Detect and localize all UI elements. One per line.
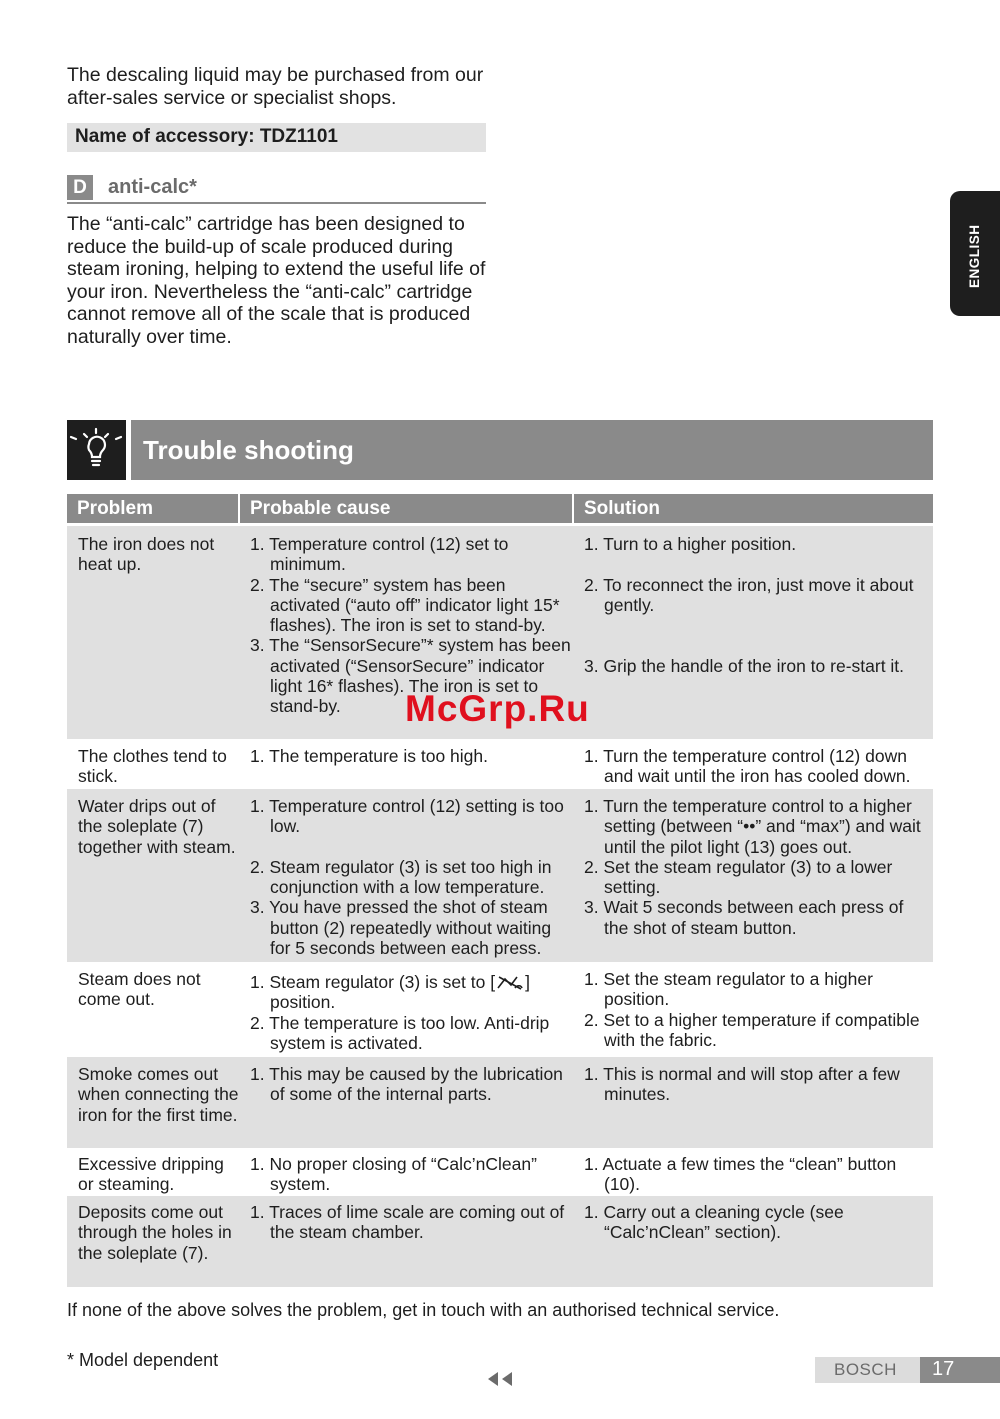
problem-cell: Smoke comes out when connecting the iron for the first time. — [78, 1064, 239, 1125]
table-row — [67, 739, 933, 789]
lightbulb-icon — [67, 420, 126, 480]
problem-cell: Deposits come out through the holes in the soleplate (7). — [78, 1202, 232, 1263]
page-number: 17 — [932, 1358, 955, 1380]
solution-item: 1. Turn the temperature control to a higher setting (between “••” and “max”) and wait until the pilot light (13) goes out. — [584, 796, 921, 857]
accessory-banner — [67, 123, 486, 152]
cause-cell — [250, 1154, 575, 1195]
solution-item: 3. Grip the handle of the iron to re-start it. — [584, 655, 905, 676]
column-header-cause: Probable cause — [240, 494, 572, 523]
problem-cell: Water drips out of the soleplate (7) together with steam. — [78, 796, 236, 857]
cause-cell — [250, 746, 575, 766]
table-row — [67, 1148, 933, 1196]
no-steam-icon — [495, 973, 525, 991]
cause-item: 1. Temperature control (12) set to minimum. — [250, 534, 509, 575]
intro-paragraph: The descaling liquid may be purchased from our after-sales service or specialist shops. — [67, 64, 484, 109]
cause-cell — [250, 1064, 575, 1105]
solution-cell — [584, 1202, 929, 1243]
cause-item: 3. The “SensorSecure”* system has been activated (“SensorSecure” indicator light 16* flashes). The iron is set to stand-by. — [250, 635, 571, 717]
section-d-heading — [67, 174, 486, 204]
solution-item: 1. Actuate a few times the “clean” button (10). — [584, 1154, 897, 1195]
problem-cell: Steam does not come out. — [78, 969, 201, 1010]
watermark: McGrp.Ru — [405, 688, 590, 729]
cause-item: 1. The temperature is too high. — [250, 746, 489, 766]
solution-item: 2. Set to a higher temperature if compatible with the fabric. — [584, 1009, 920, 1050]
table-row — [67, 789, 933, 962]
problem-cell: Excessive dripping or steaming. — [78, 1154, 224, 1195]
section-title: anti-calc* — [108, 176, 197, 198]
language-label: ENGLISH — [967, 224, 982, 288]
cause-item: 1. No proper closing of “Calc’nClean” system. — [250, 1154, 537, 1195]
solution-item: 2. To reconnect the iron, just move it about gently. — [584, 574, 914, 615]
cause-item: 1. This may be caused by the lubrication of some of the internal parts. — [250, 1064, 563, 1105]
table-row — [67, 962, 933, 1057]
solution-cell — [584, 1154, 929, 1195]
solution-item: 1. This is normal and will stop after a few minutes. — [584, 1064, 900, 1105]
problem-cell: The clothes tend to stick. — [78, 746, 227, 787]
cause-item: 1. Traces of lime scale are coming out of the steam chamber. — [250, 1202, 565, 1243]
accessory-name: Name of accessory: TDZ1101 — [75, 126, 338, 147]
cause-cell — [250, 1202, 575, 1243]
cause-cell — [250, 796, 575, 958]
cause-item: 2. Steam regulator (3) is set too high in conjunction with a low temperature. — [250, 856, 552, 898]
cause-text: 1. Steam regulator (3) is set to [ — [250, 972, 496, 992]
solution-item: 2. Set the steam regulator (3) to a lower setting. — [584, 856, 893, 898]
page-number-box — [920, 1357, 1000, 1383]
brand-name: BOSCH — [834, 1360, 897, 1379]
cause-cell — [250, 972, 575, 1053]
solution-cell — [584, 534, 929, 676]
solution-cell — [584, 746, 929, 787]
solution-item: 1. Set the steam regulator to a higher position. — [584, 969, 873, 1010]
problem-cell: The iron does not heat up. — [78, 534, 215, 575]
solution-item: 1. Turn the temperature control (12) down and wait until the iron has cooled down. — [584, 746, 911, 787]
trouble-shooting-title: Trouble shooting — [143, 435, 354, 465]
solution-item: 1. Carry out a cleaning cycle (see “Calc’nClean” section). — [584, 1202, 844, 1243]
solution-cell — [584, 796, 929, 938]
previous-page-icon[interactable] — [485, 1370, 515, 1388]
table-row — [67, 1057, 933, 1148]
solution-item: 1. Turn to a higher position. — [584, 534, 797, 554]
language-tab — [950, 191, 1000, 316]
cause-item — [250, 972, 575, 1013]
cause-text-suffix: ] position. — [270, 972, 530, 1013]
column-header-problem: Problem — [67, 494, 238, 523]
column-header-solution: Solution — [574, 494, 933, 523]
table-row — [67, 1196, 933, 1287]
solution-cell — [584, 969, 929, 1050]
cause-item: 2. The “secure” system has been activated (“auto off” indicator light 15* flashes). The iron is set to stand-by. — [250, 574, 560, 636]
page-footer-bar — [815, 1357, 1000, 1383]
cause-item: 2. The temperature is too low. Anti-drip system is activated. — [250, 1012, 550, 1053]
anticalc-paragraph: The “anti-calc” cartridge has been designed to reduce the build-up of scale produced during steam ironing, helping to extend the useful life of your iron. Nevertheless the “anti-calc” cartridge cannot remove all of the scale that is produced naturally over time. — [67, 213, 486, 348]
cause-item: 1. Temperature control (12) setting is too low. — [250, 796, 564, 837]
trouble-shooting-header — [131, 420, 933, 480]
section-letter: D — [67, 175, 93, 200]
model-dependent-note: * Model dependent — [67, 1350, 219, 1370]
cause-item: 3. You have pressed the shot of steam button (2) repeatedly without waiting for 5 seconds between each press. — [250, 897, 552, 959]
footer-note: If none of the above solves the problem, get in touch with an authorised technical service. — [67, 1300, 780, 1320]
solution-cell — [584, 1064, 929, 1105]
solution-item: 3. Wait 5 seconds between each press of the shot of steam button. — [584, 897, 904, 938]
